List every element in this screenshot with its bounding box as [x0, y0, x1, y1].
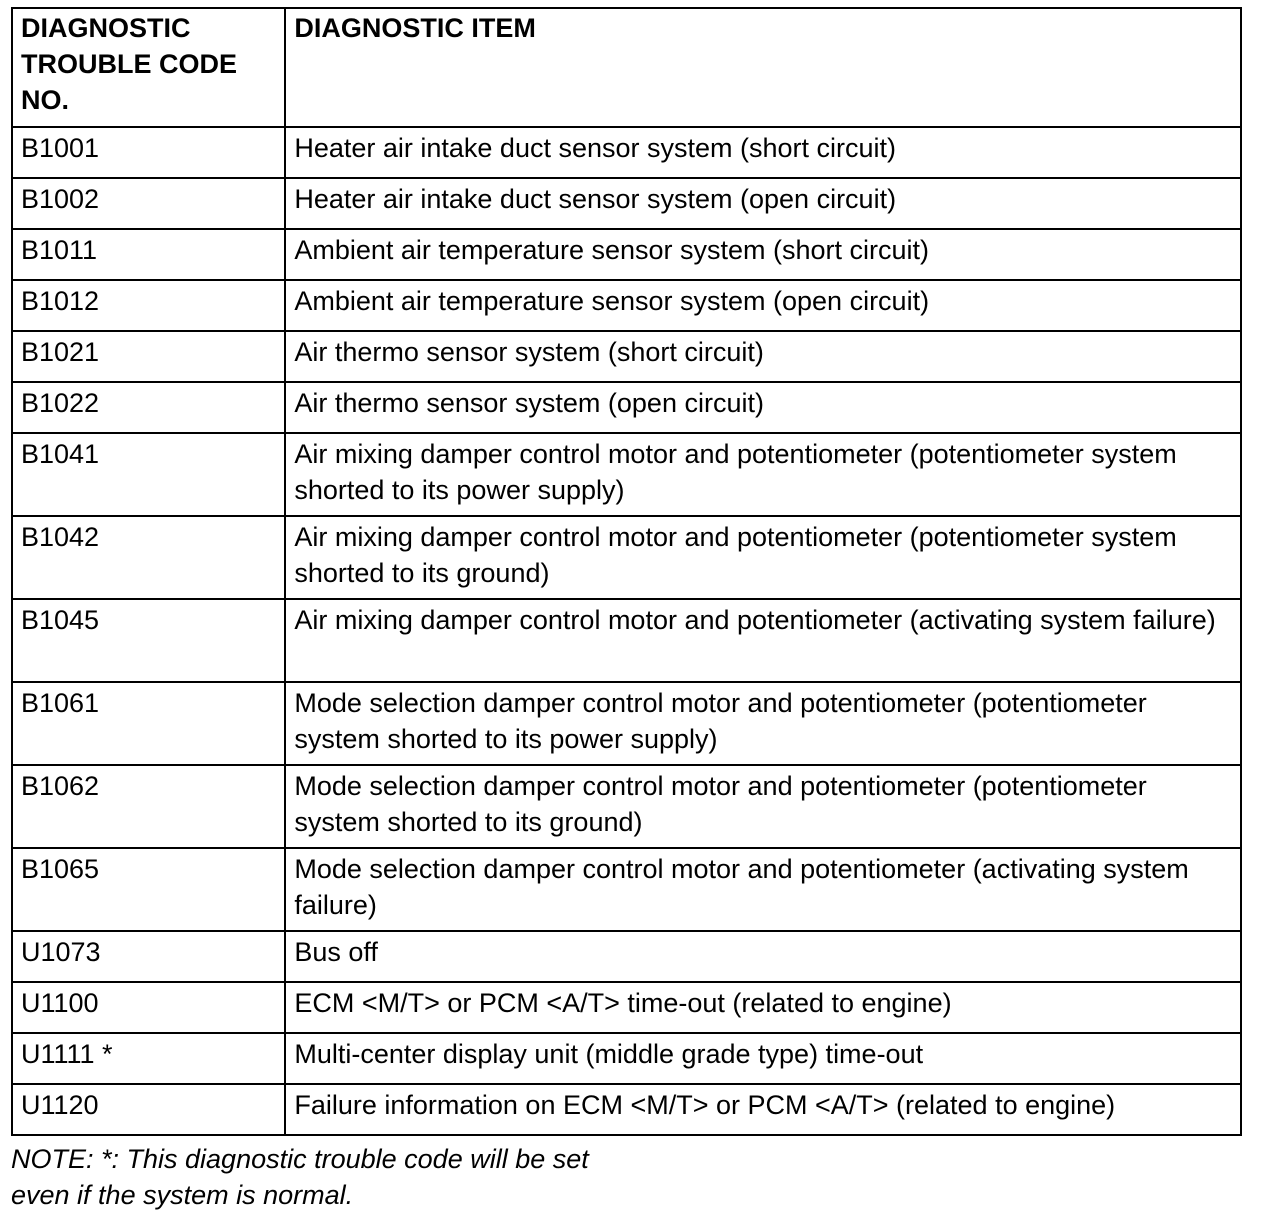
header-code: DIAGNOSTIC TROUBLE CODE NO.: [12, 8, 285, 127]
header-item: DIAGNOSTIC ITEM: [285, 8, 1241, 127]
dtc-item: Air mixing damper control motor and potentiometer (potentiometer system shorted to its power supply): [285, 433, 1241, 516]
table-row: [12, 682, 1241, 765]
table-row: [12, 433, 1241, 516]
dtc-item: Heater air intake duct sensor system (short circuit): [285, 127, 1241, 178]
dtc-item: Mode selection damper control motor and potentiometer (potentiometer system shorted to its ground): [285, 765, 1241, 848]
dtc-code: U1111 *: [12, 1033, 285, 1084]
table-row: [12, 599, 1241, 682]
dtc-code: U1120: [12, 1084, 285, 1135]
table-row: [12, 931, 1241, 982]
footnote: NOTE: *: This diagnostic trouble code will be set even if the system is normal.: [11, 1144, 589, 1210]
dtc-item: Air mixing damper control motor and potentiometer (potentiometer system shorted to its ground): [285, 516, 1241, 599]
dtc-code: B1062: [12, 765, 285, 848]
dtc-code: B1021: [12, 331, 285, 382]
dtc-item: Air thermo sensor system (open circuit): [285, 382, 1241, 433]
dtc-code: B1042: [12, 516, 285, 599]
dtc-item: Heater air intake duct sensor system (open circuit): [285, 178, 1241, 229]
table-row: [12, 982, 1241, 1033]
table-row: [12, 1033, 1241, 1084]
table-row: [12, 229, 1241, 280]
table-row: [12, 382, 1241, 433]
dtc-item: Air thermo sensor system (short circuit): [285, 331, 1241, 382]
dtc-item: ECM <M/T> or PCM <A/T> time-out (related to engine): [285, 982, 1241, 1033]
table-row: [12, 848, 1241, 931]
dtc-code: B1012: [12, 280, 285, 331]
dtc-item: Air mixing damper control motor and potentiometer (activating system failure): [285, 599, 1241, 682]
dtc-code: B1011: [12, 229, 285, 280]
dtc-item: Mode selection damper control motor and potentiometer (activating system failure): [285, 848, 1241, 931]
dtc-code: U1073: [12, 931, 285, 982]
dtc-code: U1100: [12, 982, 285, 1033]
table-row: [12, 765, 1241, 848]
dtc-code: B1041: [12, 433, 285, 516]
dtc-code: B1001: [12, 127, 285, 178]
dtc-table: [11, 7, 1242, 1136]
dtc-code: B1022: [12, 382, 285, 433]
table-row: [12, 516, 1241, 599]
table-row: [12, 331, 1241, 382]
dtc-code: B1061: [12, 682, 285, 765]
dtc-code: B1045: [12, 599, 285, 682]
dtc-item: Mode selection damper control motor and potentiometer (potentiometer system shorted to its power supply): [285, 682, 1241, 765]
dtc-item: Bus off: [285, 931, 1241, 982]
dtc-item: Ambient air temperature sensor system (open circuit): [285, 280, 1241, 331]
table-row: [12, 178, 1241, 229]
dtc-item: Multi-center display unit (middle grade type) time-out: [285, 1033, 1241, 1084]
table-row: [12, 280, 1241, 331]
dtc-item: Failure information on ECM <M/T> or PCM <A/T> (related to engine): [285, 1084, 1241, 1135]
dtc-code: B1065: [12, 848, 285, 931]
dtc-code: B1002: [12, 178, 285, 229]
table-header-row: [12, 8, 1241, 127]
table-row: [12, 1084, 1241, 1135]
table-row: [12, 127, 1241, 178]
dtc-item: Ambient air temperature sensor system (short circuit): [285, 229, 1241, 280]
